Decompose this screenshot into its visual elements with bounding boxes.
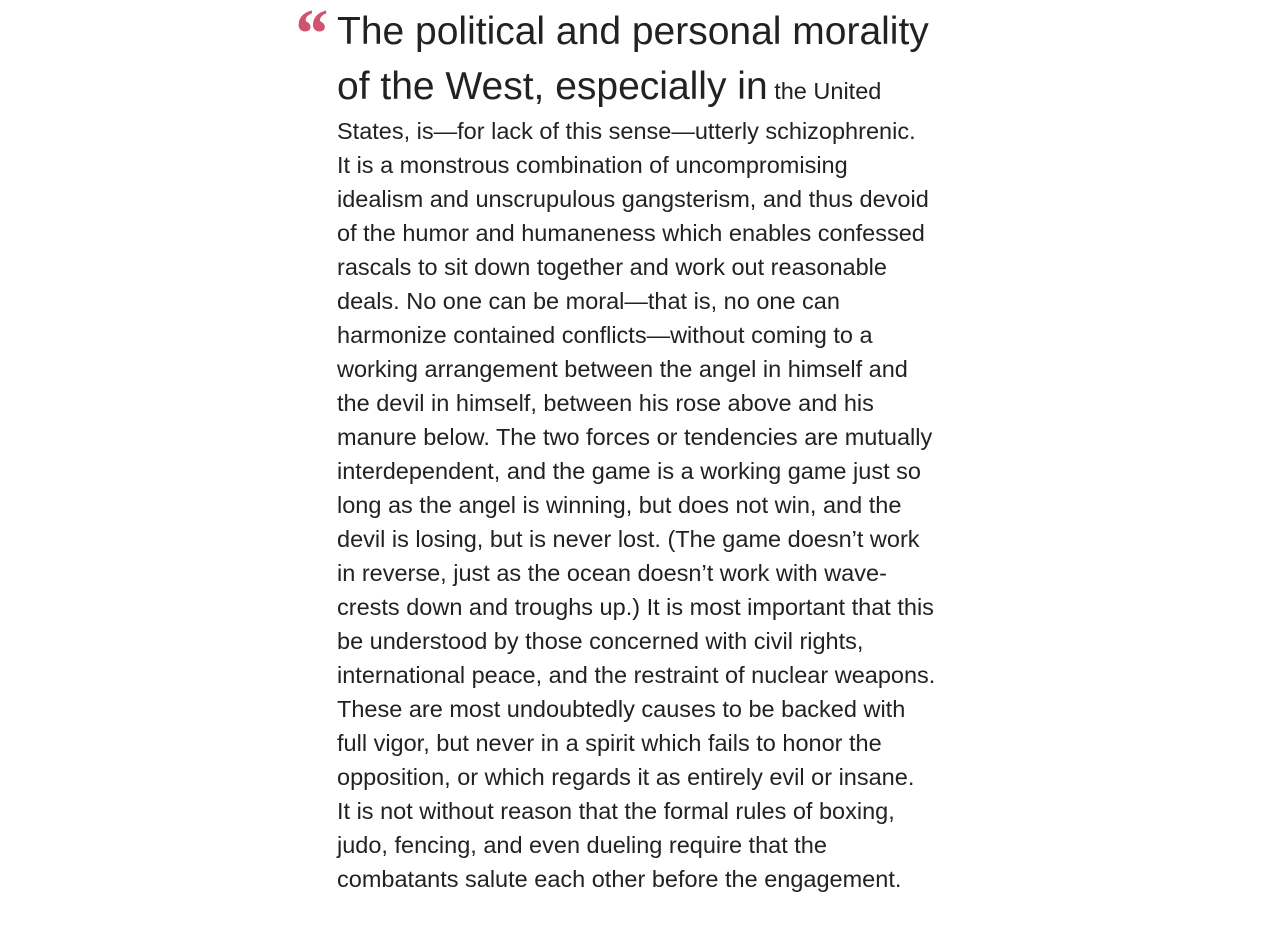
quote-line: combatants salute each other before the engagement. bbox=[337, 866, 902, 892]
quote-line: full vigor, but never in a spirit which fails to honor the bbox=[337, 730, 882, 756]
quote-line: interdependent, and the game is a working game just so bbox=[337, 458, 921, 484]
quote-mark-icon: “ bbox=[292, 0, 327, 73]
quote-line: international peace, and the restraint of nuclear weapons. bbox=[337, 662, 936, 688]
quote-line: in reverse, just as the ocean doesn’t work with wave- bbox=[337, 560, 887, 586]
quote-lead-line: The political and personal morality bbox=[337, 10, 929, 53]
quote-line: It is a monstrous combination of uncompromising bbox=[337, 152, 848, 178]
quote-line: rascals to sit down together and work out reasonable bbox=[337, 254, 887, 280]
quote-line: be understood by those concerned with civil rights, bbox=[337, 628, 864, 654]
quote-line: These are most undoubtedly causes to be backed with bbox=[337, 696, 906, 722]
quote-line: manure below. The two forces or tendencies are mutually bbox=[337, 424, 933, 450]
quote-lead-segment: of the West, especially in bbox=[337, 65, 768, 108]
quote-text bbox=[337, 4, 987, 896]
quote-line: idealism and unscrupulous gangsterism, and thus devoid bbox=[337, 186, 929, 212]
quote-lead-line-mixed bbox=[337, 59, 987, 114]
quote-line: deals. No one can be moral—that is, no one can bbox=[337, 288, 840, 314]
quote-line: of the humor and humaneness which enables confessed bbox=[337, 220, 925, 246]
quote-text-segment: the United bbox=[767, 78, 882, 104]
quote-line: judo, fencing, and even dueling require that the bbox=[337, 832, 827, 858]
quote-line: the devil in himself, between his rose above and his bbox=[337, 390, 874, 416]
quote-line: working arrangement between the angel in himself and bbox=[337, 356, 908, 382]
quote-line: crests down and troughs up.) It is most important that this bbox=[337, 594, 934, 620]
quote-line: long as the angel is winning, but does not win, and the bbox=[337, 492, 902, 518]
quote-line: devil is losing, but is never lost. (The game doesn’t work bbox=[337, 526, 920, 552]
quote-line: It is not without reason that the formal rules of boxing, bbox=[337, 798, 895, 824]
quote-line: opposition, or which regards it as entirely evil or insane. bbox=[337, 764, 915, 790]
quote-line: States, is—for lack of this sense—utterly schizophrenic. bbox=[337, 118, 916, 144]
quote-line: harmonize contained conflicts—without coming to a bbox=[337, 322, 873, 348]
